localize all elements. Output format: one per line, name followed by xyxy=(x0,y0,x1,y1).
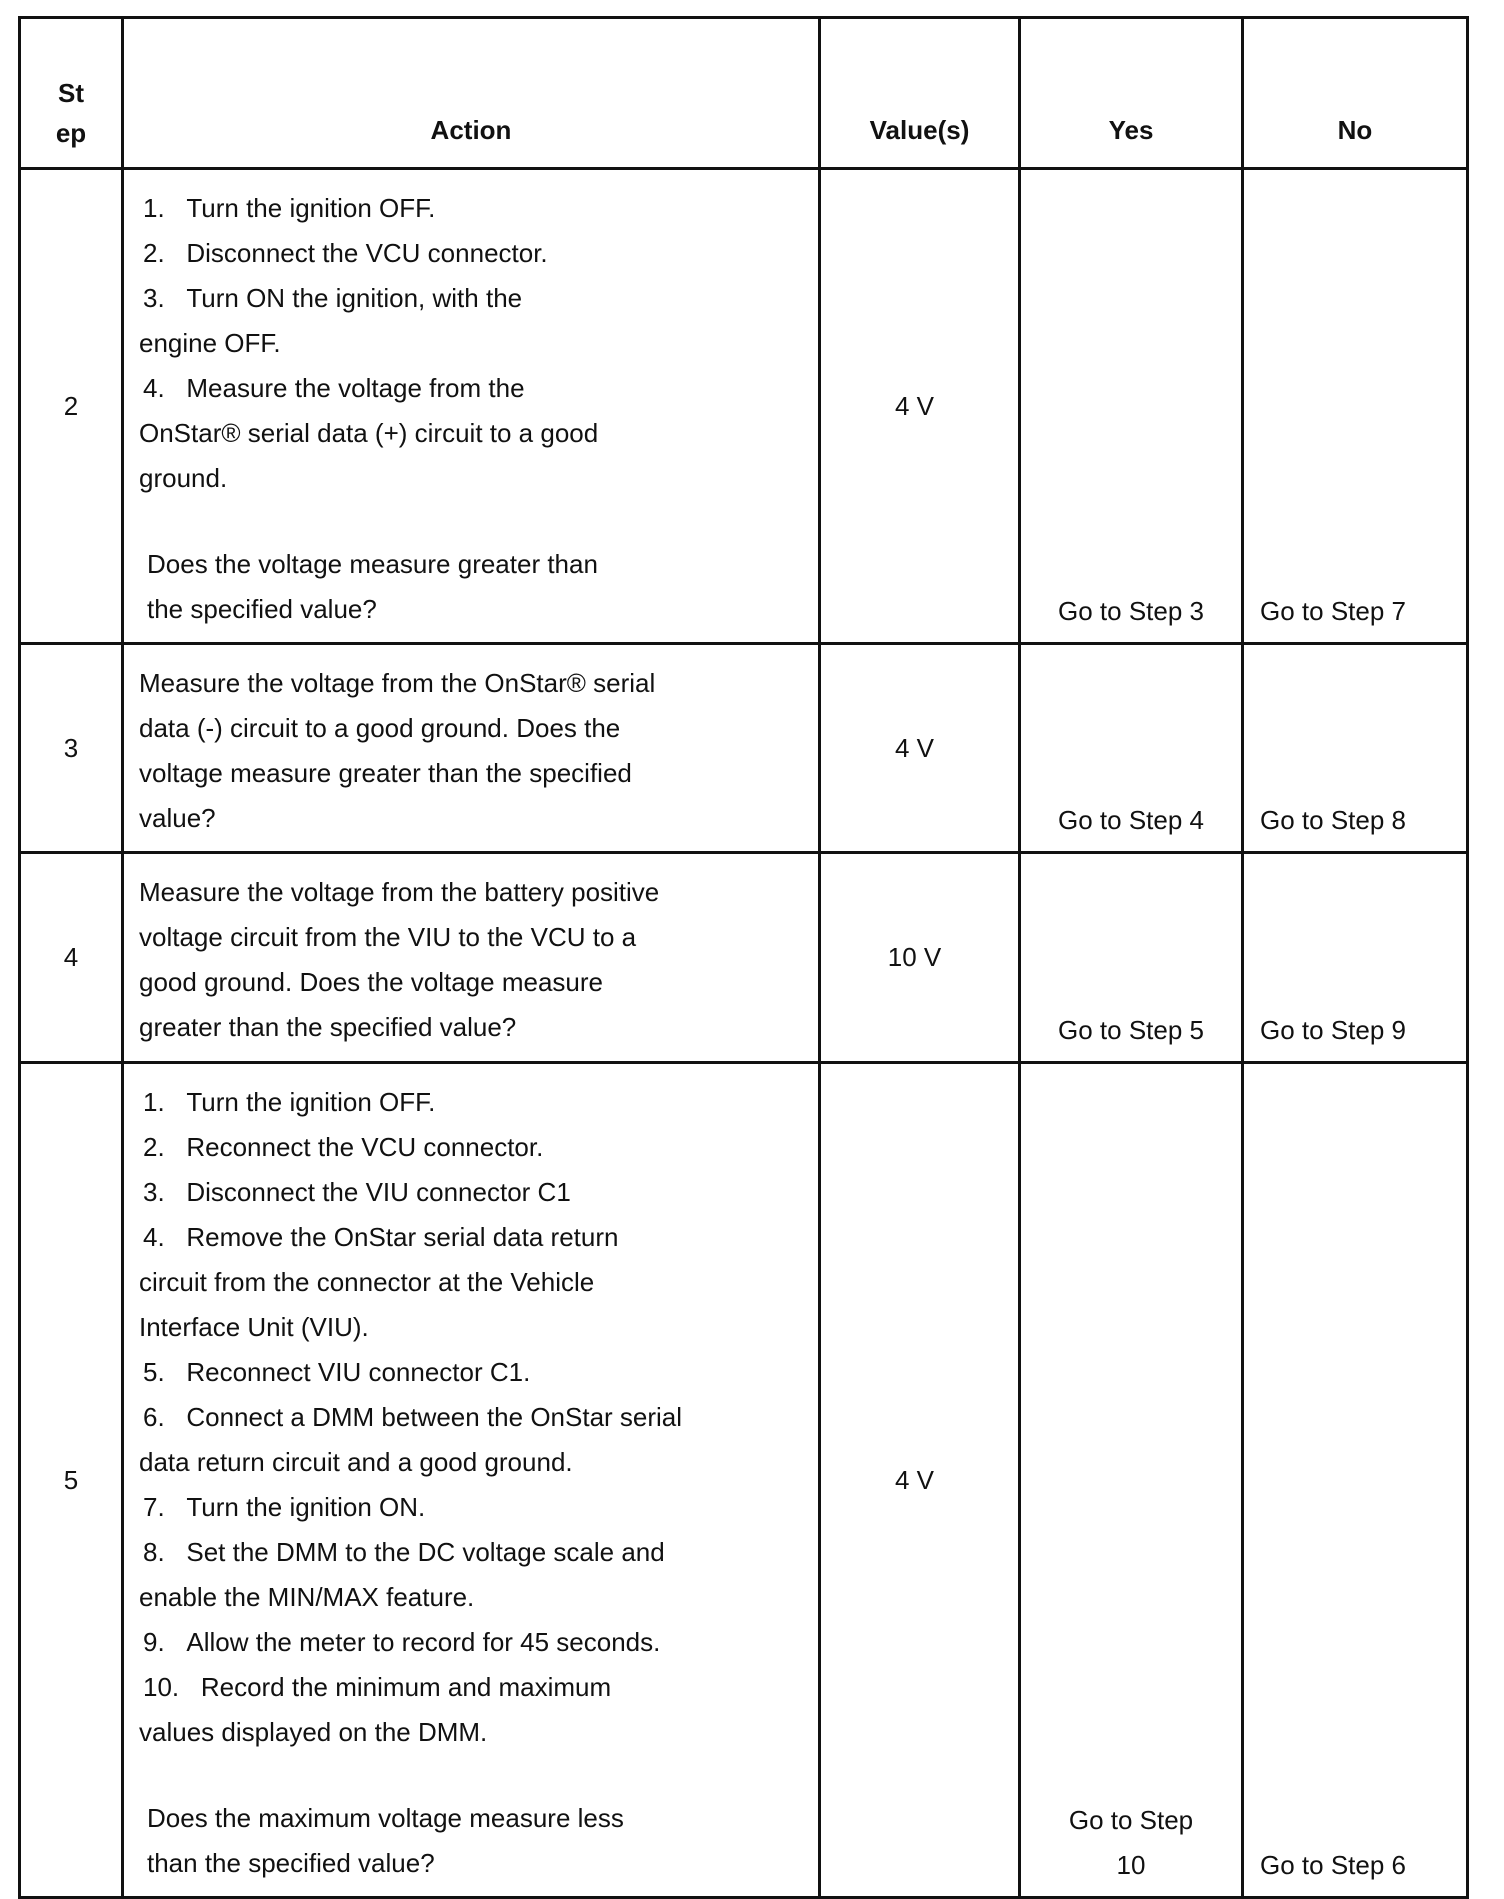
yes-cell: Go to Step 3 xyxy=(1020,169,1243,644)
list-item-text: Record the minimum and maximum values displayed on the DMM. xyxy=(139,1672,612,1747)
list-item-text: Turn the ignition OFF. xyxy=(186,193,436,223)
header-yes: Yes xyxy=(1020,18,1243,169)
action-cell xyxy=(123,853,820,1063)
list-item xyxy=(139,1125,798,1170)
value-cell: 4 V xyxy=(820,169,1020,644)
list-item-number: 10. xyxy=(143,1672,180,1702)
action-cell xyxy=(123,169,820,644)
list-item xyxy=(139,1350,798,1395)
list-item-text: Disconnect the VCU connector. xyxy=(186,238,548,268)
list-item-number: 2. xyxy=(143,238,165,268)
list-item xyxy=(139,1620,798,1665)
list-item-text: Set the DMM to the DC voltage scale and enable the MIN/MAX feature. xyxy=(139,1537,665,1612)
step-number: 2 xyxy=(20,169,123,644)
action-text: Measure the voltage from the battery positive voltage circuit from the VIU to the VCU to a good ground. Does the voltage measure greater than the specified value? xyxy=(139,877,660,1042)
header-action: Action xyxy=(123,18,820,169)
action-cell xyxy=(123,644,820,853)
list-item-text: Reconnect VIU connector C1. xyxy=(186,1357,531,1387)
list-item xyxy=(139,1080,798,1125)
list-item-number: 6. xyxy=(143,1402,165,1432)
question-text: Does the voltage measure greater than the specified value? xyxy=(147,549,598,624)
list-item xyxy=(139,1665,639,1755)
no-cell: Go to Step 7 xyxy=(1243,169,1468,644)
list-item-number: 5. xyxy=(143,1357,165,1387)
question-text: Does the maximum voltage measure less than the specified value? xyxy=(147,1803,624,1878)
list-item xyxy=(139,231,798,276)
value-cell: 4 V xyxy=(820,644,1020,853)
header-step-line2: ep xyxy=(55,118,87,148)
yes-cell-text: Go to Step 10 xyxy=(1068,1805,1194,1880)
list-item xyxy=(139,186,798,231)
list-item-text: Disconnect the VIU connector C1 xyxy=(186,1177,571,1207)
header-value: Value(s) xyxy=(820,18,1020,169)
action-text: Measure the voltage from the OnStar® serial data (-) circuit to a good ground. Does the voltage measure greater than the specified value? xyxy=(139,668,656,833)
list-item-number: 4. xyxy=(143,1222,165,1252)
header-step xyxy=(20,18,123,169)
list-item-number: 3. xyxy=(143,1177,165,1207)
yes-cell xyxy=(1020,1063,1243,1898)
table-row xyxy=(20,853,1468,1063)
list-item xyxy=(139,1215,689,1350)
list-item xyxy=(139,366,609,501)
list-item-number: 9. xyxy=(143,1627,165,1657)
list-item-text: Turn the ignition OFF. xyxy=(186,1087,436,1117)
yes-cell: Go to Step 4 xyxy=(1020,644,1243,853)
list-item-text: Allow the meter to record for 45 seconds. xyxy=(186,1627,661,1657)
list-item-number: 8. xyxy=(143,1537,165,1567)
step-number: 4 xyxy=(20,853,123,1063)
list-item-text: Turn the ignition ON. xyxy=(186,1492,426,1522)
no-cell: Go to Step 8 xyxy=(1243,644,1468,853)
value-cell: 4 V xyxy=(820,1063,1020,1898)
list-item xyxy=(139,1395,719,1485)
yes-cell: Go to Step 5 xyxy=(1020,853,1243,1063)
value-cell: 10 V xyxy=(820,853,1020,1063)
header-no: No xyxy=(1243,18,1468,169)
list-item-text: Turn ON the ignition, with the engine OFF. xyxy=(139,283,523,358)
list-item-number: 4. xyxy=(143,373,165,403)
list-item-text: Connect a DMM between the OnStar serial data return circuit and a good ground. xyxy=(139,1402,683,1477)
list-item xyxy=(139,1485,798,1530)
diagnostic-table xyxy=(18,16,1469,1899)
list-item xyxy=(139,1530,699,1620)
list-item-text: Remove the OnStar serial data return circuit from the connector at the Vehicle Interface Unit (VIU). xyxy=(139,1222,619,1342)
table-row xyxy=(20,644,1468,853)
no-cell: Go to Step 9 xyxy=(1243,853,1468,1063)
no-cell: Go to Step 6 xyxy=(1243,1063,1468,1898)
list-item-number: 7. xyxy=(143,1492,165,1522)
step-number: 5 xyxy=(20,1063,123,1898)
list-item-number: 1. xyxy=(143,1087,165,1117)
header-step-line1: St xyxy=(58,78,84,108)
list-item-text: Measure the voltage from the OnStar® serial data (+) circuit to a good ground. xyxy=(139,373,599,493)
table-header-row xyxy=(20,18,1468,169)
action-cell xyxy=(123,1063,820,1898)
table-row xyxy=(20,1063,1468,1898)
list-item xyxy=(139,1170,798,1215)
list-item-number: 2. xyxy=(143,1132,165,1162)
list-item xyxy=(139,276,579,366)
list-item-number: 1. xyxy=(143,193,165,223)
list-item-text: Reconnect the VCU connector. xyxy=(186,1132,544,1162)
list-item-number: 3. xyxy=(143,283,165,313)
table-row xyxy=(20,169,1468,644)
step-number: 3 xyxy=(20,644,123,853)
